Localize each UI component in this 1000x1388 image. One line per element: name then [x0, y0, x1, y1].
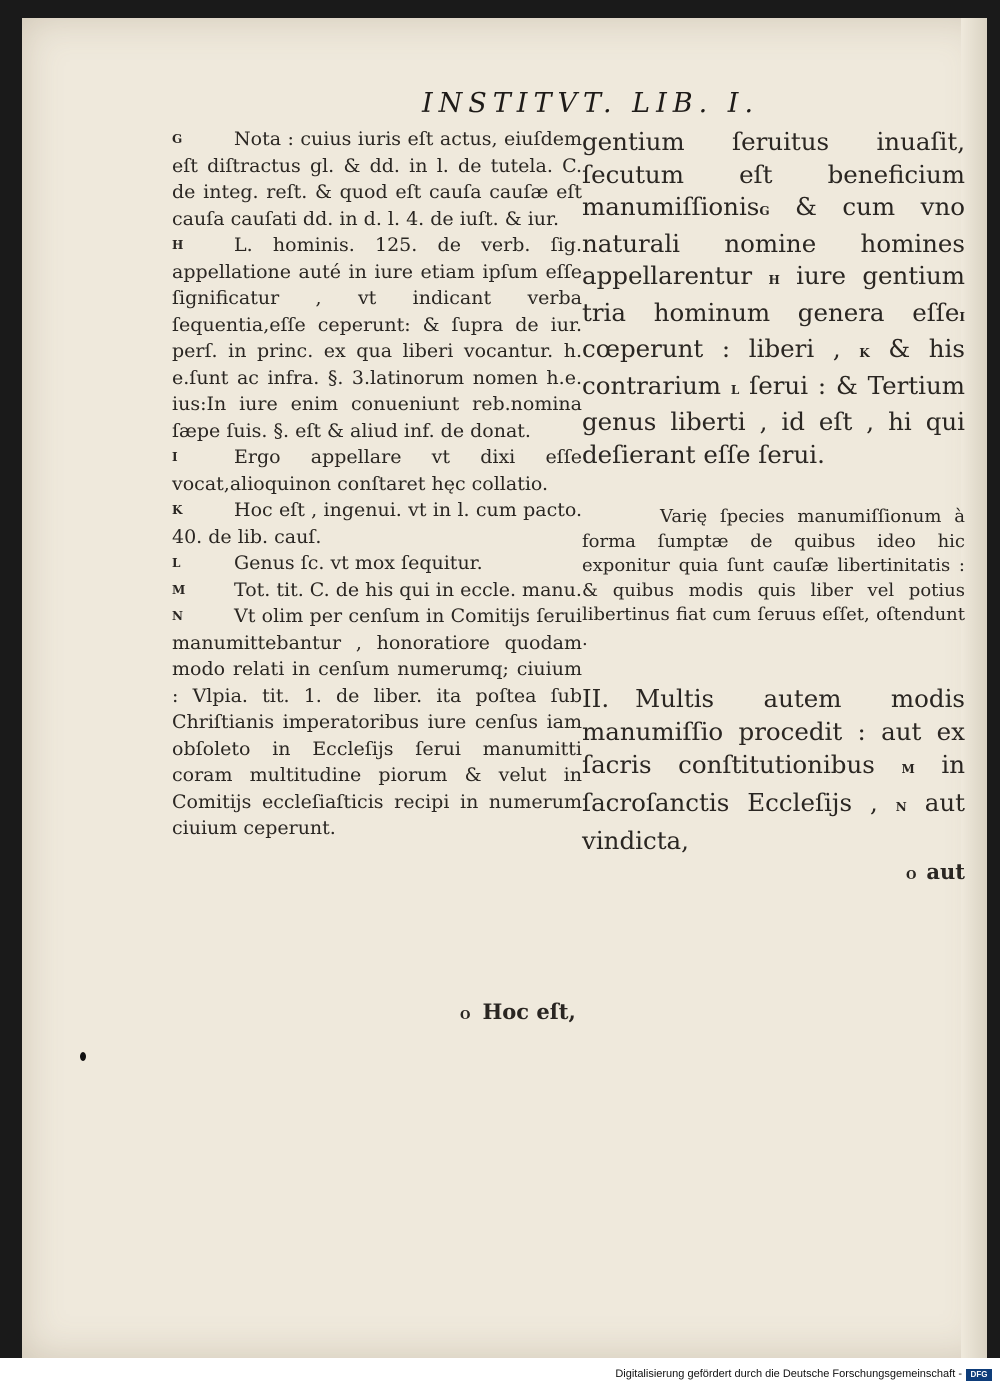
note-i	[172, 444, 582, 497]
note-reference-mark: L	[730, 382, 740, 397]
note-text: Tot. tit. C. de his qui in eccle. manu.	[234, 578, 582, 601]
section-text-segment: aut vindicta,	[582, 788, 965, 855]
note-g	[172, 126, 582, 232]
main-text-segment: & cum vno naturali nomine homines appellarentur	[582, 192, 965, 290]
note-reference-mark: H	[768, 273, 780, 287]
note-letter: G	[172, 132, 183, 146]
catchword-text: aut	[926, 859, 965, 884]
main-text-segment: cœperunt : liberi ,	[582, 334, 841, 363]
note-reference-mark: G	[759, 204, 770, 218]
main-text-segment: gentium ſeruitus inuaſit, ſecutum eſt beneficium manumiſſionis	[582, 127, 965, 221]
catchword-mark: O	[905, 868, 917, 882]
running-head: INSTITVT. LIB. I.	[422, 88, 760, 119]
note-letter: N	[172, 609, 183, 623]
footer-bar	[0, 1358, 1000, 1388]
catchword-text: Hoc eſt,	[482, 999, 576, 1024]
footer-credit: Digitalisierung gefördert durch die Deutsche Forschungsgemeinschaft -	[615, 1368, 962, 1380]
note-reference-mark: I	[959, 309, 965, 324]
note-reference-mark: M	[901, 762, 915, 776]
catchword-left	[460, 999, 576, 1024]
catchword-mark: O	[460, 1008, 471, 1022]
note-reference-mark: K	[859, 346, 870, 360]
note-text: Vt olim per cenſum in Comitijs ſerui manumittebantur , honoratiore quodam modo relati in cenſum numerumq; ciuium : Vlpia. tit. 1. de liber. ita poſtea ſub Chriſtianis imperatoribus iure cenſus iam obſoleto in Eccleſijs ſerui manumitti coram multitudine piorum & velut in Comitijs eccleſiaſticis recipi in numerum ciuium ceperunt.	[172, 605, 582, 839]
main-text-segment: iure gentium tria hominum genera eſſe	[582, 261, 965, 327]
note-letter: L	[172, 556, 181, 570]
commentary-notes-column	[172, 126, 582, 842]
rubric-summary: Varię ſpecies manumiſſionum à forma ſumptæ de quibus ideo hic exponitur quia ſunt cauſæ libertinitatis : & quibus modis quis liber vel potius libertinus fiat cum ſeruus eſſet, oſtendunt .	[582, 506, 965, 650]
dfg-logo-icon: DFG	[966, 1369, 992, 1381]
main-text-segment: & his contrarium	[582, 334, 965, 400]
note-text: L. hominis. 125. de verb. ſig. appellatione auté in iure etiam ipſum eſſe ſignificatur , vt indicant verba ſequentia,eſſe ceperunt: & ſupra de iur. perſ. in princ. ex qua liberi vocantur. h. e.ſunt ac infra. §. 3.latinorum nomen h.e. ius:In iure enim conueniunt reb.nomina ſæpe ſuis. §. eſt & aliud inf. de donat.	[172, 234, 582, 442]
note-l	[172, 550, 582, 577]
note-n	[172, 603, 582, 842]
main-paragraph	[582, 126, 965, 471]
note-text: Hoc eſt , ingenui. vt in l. cum pacto. 40. de lib. cauſ.	[172, 499, 582, 548]
section-number: II.	[582, 684, 610, 713]
note-h	[172, 232, 582, 444]
note-text: Ergo appellare vt dixi eſſe vocat,alioquinon conſtaret hęc collatio.	[172, 446, 582, 495]
main-text-column	[582, 126, 965, 884]
note-k	[172, 497, 582, 550]
catchword-right	[582, 859, 965, 884]
section-text-segment: Multis autem modis manumiſſio procedit : aut ex ſacris conſtitutionibus	[582, 684, 965, 779]
note-reference-mark: N	[895, 800, 907, 814]
book-page	[22, 18, 987, 1358]
note-letter: K	[172, 503, 183, 517]
ink-spot	[80, 1052, 86, 1061]
note-m	[172, 577, 582, 604]
section-text-segment: in ſacroſanctis Eccleſijs ,	[582, 750, 966, 817]
note-letter: H	[172, 238, 184, 252]
section-two	[582, 682, 965, 857]
note-text: Nota : cuius iuris eſt actus, eiuſdem eſt diſtractus gl. & dd. in l. de tutela. C. de integ. reſt. & quod eſt cauſa cauſæ eſt cauſa cauſati dd. in d. l. 4. de iuſt. & iur.	[172, 128, 582, 230]
note-letter: I	[172, 450, 178, 464]
note-letter: M	[172, 582, 186, 597]
main-text-segment: ſerui : & Tertium genus liberti , id eſt , hi qui deſierant eſſe ſerui.	[582, 370, 965, 469]
note-text: Genus ſc. vt mox ſequitur.	[234, 552, 483, 574]
